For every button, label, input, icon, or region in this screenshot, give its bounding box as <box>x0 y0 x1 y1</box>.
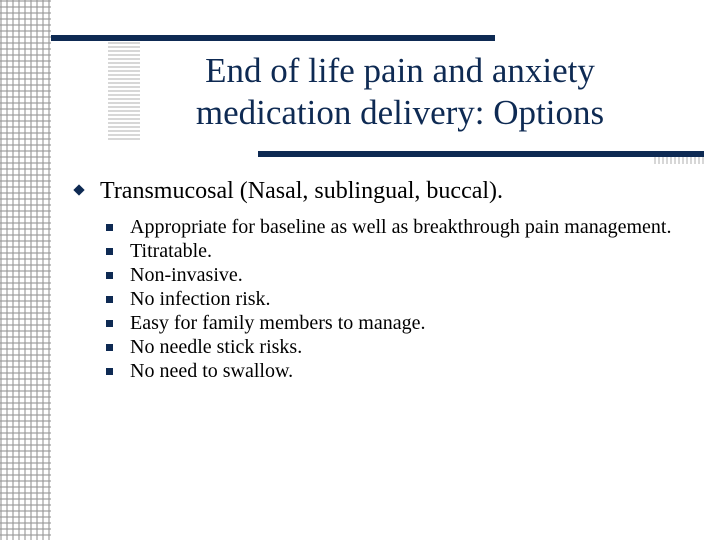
square-bullet-icon <box>106 344 113 351</box>
sub-bullet-item <box>106 311 686 335</box>
square-bullet-icon <box>106 272 113 279</box>
square-bullet-icon <box>106 296 113 303</box>
square-bullet-icon <box>106 224 113 231</box>
sub-bullet-item <box>106 359 686 383</box>
decorative-checker-strip <box>0 0 51 540</box>
square-bullet-icon <box>106 368 113 375</box>
sub-bullet-text: Appropriate for baseline as well as breakthrough pain management. <box>130 216 672 238</box>
sub-bullet-text: No need to swallow. <box>130 360 294 382</box>
slide-title-line-2: medication delivery: Options <box>195 93 605 132</box>
sub-bullet-item <box>106 287 686 311</box>
sub-bullet-item <box>106 215 686 239</box>
main-bullet-text: Transmucosal (Nasal, sublingual, buccal). <box>100 178 504 204</box>
title-bar-bottom <box>258 151 704 157</box>
title-bar-top <box>51 35 495 41</box>
sub-bullet-text: No infection risk. <box>130 288 271 310</box>
slide-title-line-1: End of life pain and anxiety <box>205 51 595 90</box>
slide-title <box>110 50 690 134</box>
decorative-title-pattern-right <box>654 156 704 164</box>
sub-bullet-text: Titratable. <box>130 240 213 262</box>
square-bullet-icon <box>106 320 113 327</box>
sub-bullet-text: No needle stick risks. <box>130 336 303 358</box>
square-bullet-icon <box>106 248 113 255</box>
diamond-bullet-icon <box>73 184 84 195</box>
sub-bullet-list <box>106 215 686 383</box>
sub-bullet-item <box>106 239 686 263</box>
sub-bullet-text: Easy for family members to manage. <box>130 312 426 334</box>
sub-bullet-item <box>106 263 686 287</box>
sub-bullet-item <box>106 335 686 359</box>
sub-bullet-text: Non-invasive. <box>130 264 243 286</box>
